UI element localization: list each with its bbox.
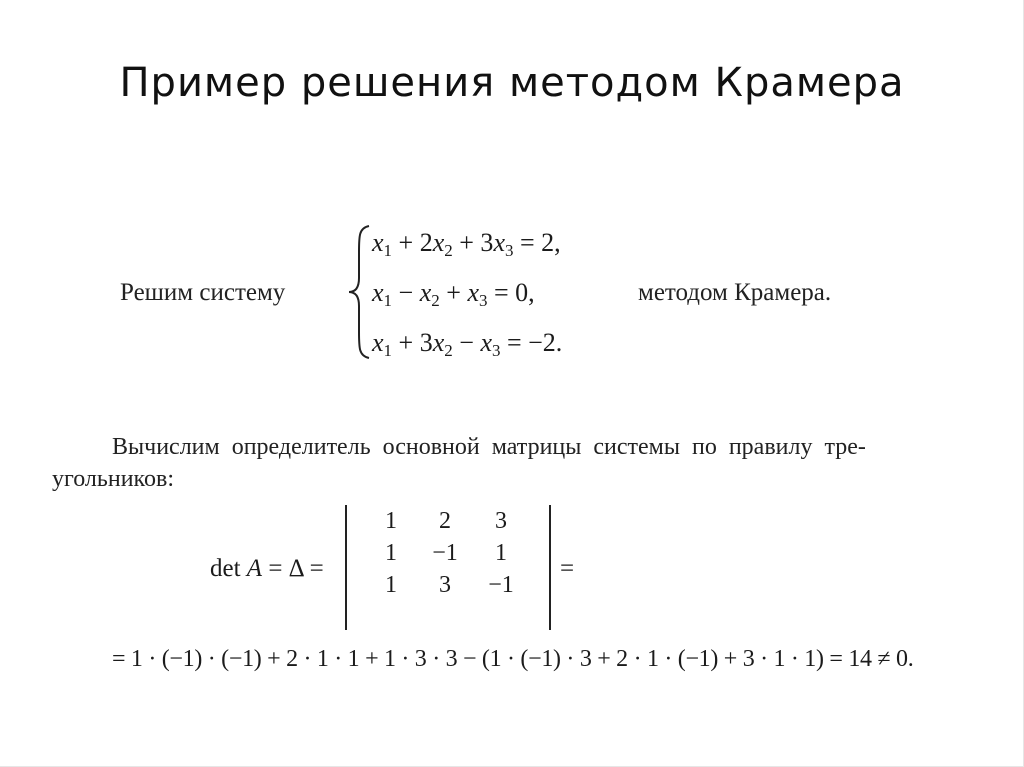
matrix-cell-r1c2: 2 — [439, 508, 451, 534]
matrix-cell-r2c3: 1 — [495, 540, 507, 566]
equation-line-3: $x_1 + 3x_2 - x_3 = -2$. — [372, 328, 563, 360]
determinant-paragraph-line-1: Вычислим определитель основной матрицы системы по правилу тре- — [112, 434, 866, 460]
matrix-cell-r2c1: 1 — [385, 540, 397, 566]
determinant-label — [210, 555, 324, 583]
matrix-cell-r3c3: −1 — [488, 572, 514, 598]
det-label-prefix: det — [210, 555, 247, 582]
matrix-cell-r1c3: 3 — [495, 508, 507, 534]
determinant-paragraph-line-2: угольников: — [52, 466, 174, 492]
matrix-cell-r1c1: 1 — [385, 508, 397, 534]
slide-title: Пример решения методом Крамера — [119, 60, 905, 106]
equation-line-1: $x_1 + 2x_2 + 3x_3 = 2$, — [372, 228, 561, 260]
system-intro-text: Решим систему — [120, 279, 286, 306]
determinant-result-line: = 1 · (−1) · (−1) + 2 · 1 · 1 + 1 · 3 · 3 − (1 · (−1) · 3 + 2 · 1 · (−1) + 3 · 1 · 1) = 14 ≠ 0. — [112, 646, 914, 672]
matrix-cell-r2c2: −1 — [432, 540, 458, 566]
det-label-var: A — [246, 555, 263, 582]
system-suffix-text: методом Крамера. — [638, 279, 832, 306]
matrix-cell-r3c2: 3 — [439, 572, 451, 598]
matrix-cell-r3c1: 1 — [385, 572, 397, 598]
determinant-right-bar — [549, 505, 551, 630]
det-label-suffix: = Δ = — [262, 555, 324, 582]
equation-line-2: $x_1 - x_2 + x_3 = 0$, — [372, 278, 535, 310]
determinant-equals-sign: = — [560, 555, 575, 582]
left-brace-icon — [345, 222, 375, 362]
determinant-left-bar — [345, 505, 347, 630]
